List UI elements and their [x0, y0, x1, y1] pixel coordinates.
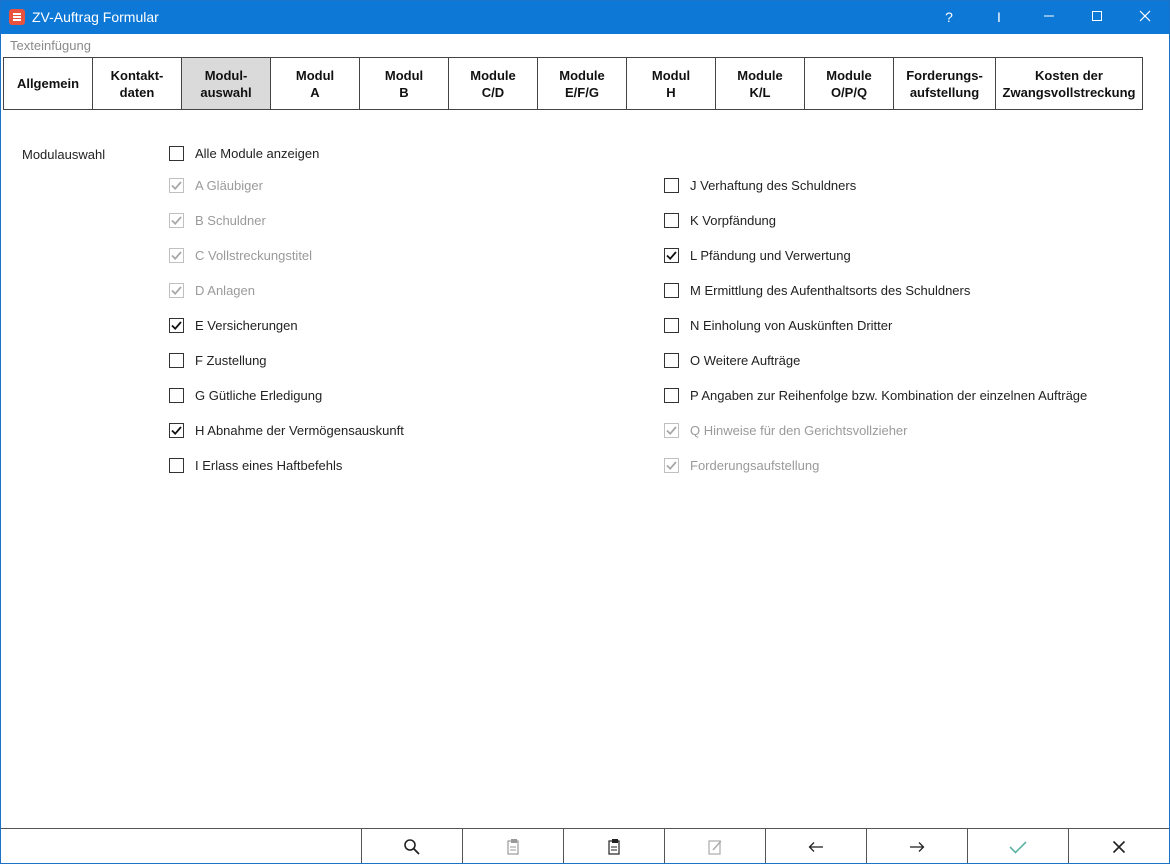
- bottom-toolbar: [1, 828, 1169, 864]
- checkbox-box[interactable]: [169, 318, 184, 333]
- search-icon: [403, 838, 421, 856]
- edit-document-disabled-icon: [707, 838, 723, 856]
- cancel-button[interactable]: [1068, 829, 1169, 864]
- checkbox-box: [664, 423, 679, 438]
- window-title: ZV-Auftrag Formular: [32, 9, 159, 25]
- checkbox-box[interactable]: [169, 146, 184, 161]
- module-checkbox: [169, 281, 255, 299]
- maximize-icon: [1091, 10, 1103, 22]
- arrow-left-icon: [808, 841, 824, 853]
- module-checkbox[interactable]: [664, 211, 776, 229]
- checkmark-icon: [171, 250, 182, 261]
- tab-module-efg[interactable]: Module E/F/G: [537, 57, 627, 110]
- module-checkbox[interactable]: [664, 281, 970, 299]
- tab-modul-a[interactable]: Modul A: [270, 57, 360, 110]
- checkbox-label: C Vollstreckungstitel: [195, 247, 313, 263]
- module-checkbox[interactable]: [664, 316, 892, 334]
- title-bar: [1, 1, 1169, 34]
- checkbox-box[interactable]: [169, 353, 184, 368]
- checkbox-box[interactable]: [664, 353, 679, 368]
- checkbox-label: H Abnahme der Vermögensauskunft: [195, 422, 404, 438]
- module-checkbox[interactable]: [169, 316, 298, 334]
- minimize-icon: [1043, 10, 1055, 22]
- maximize-button[interactable]: [1074, 1, 1120, 34]
- module-checkbox[interactable]: [169, 351, 267, 369]
- checkbox-box[interactable]: [664, 178, 679, 193]
- edit-document-disabled-button[interactable]: [664, 829, 765, 864]
- checkbox-label: B Schuldner: [195, 212, 266, 228]
- checkbox-box[interactable]: [664, 283, 679, 298]
- tab-modulauswahl[interactable]: Modul- auswahl: [181, 57, 271, 110]
- module-checkbox[interactable]: [664, 351, 800, 369]
- tab-module-kl[interactable]: Module K/L: [715, 57, 805, 110]
- checkbox-label: K Vorpfändung: [690, 212, 777, 228]
- document-disabled-icon: [505, 838, 521, 856]
- checkbox-label: I Erlass eines Haftbefehls: [195, 457, 343, 473]
- module-checkbox: [169, 211, 266, 229]
- tab-bar: [3, 57, 1142, 110]
- checkbox-label: O Weitere Aufträge: [690, 352, 801, 368]
- module-checkbox: [664, 421, 907, 439]
- checkbox-box[interactable]: [169, 388, 184, 403]
- tab-modul-h[interactable]: Modul H: [626, 57, 716, 110]
- checkbox-label: P Angaben zur Reihenfolge bzw. Kombination der einzelnen Aufträge: [690, 387, 1088, 403]
- document-button[interactable]: [563, 829, 664, 864]
- checkbox-label: L Pfändung und Verwertung: [690, 247, 851, 263]
- close-window-icon: [1139, 10, 1151, 22]
- search-button[interactable]: [361, 829, 462, 864]
- checkbox-label: Q Hinweise für den Gerichtsvollzieher: [690, 422, 908, 438]
- checkmark-icon: [666, 425, 677, 436]
- close-window-button[interactable]: [1122, 1, 1168, 34]
- document-icon: [606, 838, 622, 856]
- module-checkbox[interactable]: [169, 386, 322, 404]
- checkmark-icon: [666, 250, 677, 261]
- checkbox-box: [169, 283, 184, 298]
- checkmark-icon: [171, 180, 182, 191]
- module-checkbox[interactable]: [664, 246, 851, 264]
- checkbox-label: F Zustellung: [195, 352, 267, 368]
- checkbox-box[interactable]: [664, 388, 679, 403]
- document-disabled-button[interactable]: [462, 829, 563, 864]
- menu-texteinfuegung[interactable]: Texteinfügung: [10, 38, 91, 53]
- checkbox-box[interactable]: [664, 248, 679, 263]
- module-checkbox: [169, 176, 263, 194]
- checkbox-box[interactable]: [169, 458, 184, 473]
- module-checkbox[interactable]: [169, 456, 342, 474]
- checkbox-label: D Anlagen: [195, 282, 255, 298]
- module-checkbox[interactable]: [664, 176, 856, 194]
- tab-modul-b[interactable]: Modul B: [359, 57, 449, 110]
- text-cursor-button[interactable]: I: [997, 9, 1001, 25]
- ok-button[interactable]: [967, 829, 1068, 864]
- help-button[interactable]: ?: [945, 9, 953, 25]
- close-icon: [1112, 840, 1126, 854]
- app-form-icon: [9, 9, 25, 25]
- modulauswahl-label: Modulauswahl: [22, 147, 106, 162]
- checkbox-label: J Verhaftung des Schuldners: [690, 177, 857, 193]
- check-icon: [1008, 839, 1028, 855]
- module-checkbox[interactable]: [169, 421, 404, 439]
- tab-module-opq[interactable]: Module O/P/Q: [804, 57, 894, 110]
- checkbox-label: E Versicherungen: [195, 317, 298, 333]
- previous-button[interactable]: [765, 829, 866, 864]
- checkbox-label: Forderungsaufstellung: [690, 457, 820, 473]
- checkbox-box[interactable]: [664, 213, 679, 228]
- module-checkbox: [664, 456, 819, 474]
- module-checkbox[interactable]: [664, 386, 1087, 404]
- checkmark-icon: [171, 285, 182, 296]
- checkbox-label: Alle Module anzeigen: [195, 145, 320, 161]
- checkbox-label: A Gläubiger: [195, 177, 263, 193]
- checkmark-icon: [171, 425, 182, 436]
- tab-module-cd[interactable]: Module C/D: [448, 57, 538, 110]
- checkbox-box: [664, 458, 679, 473]
- checkbox-box: [169, 178, 184, 193]
- next-button[interactable]: [866, 829, 967, 864]
- checkmark-icon: [666, 460, 677, 471]
- checkbox-box[interactable]: [664, 318, 679, 333]
- checkbox-box: [169, 248, 184, 263]
- tab-forderungsaufstellung[interactable]: Forderungs- aufstellung: [893, 57, 996, 110]
- minimize-button[interactable]: [1026, 1, 1072, 34]
- show-all-modules-checkbox[interactable]: [169, 144, 319, 162]
- checkbox-box[interactable]: [169, 423, 184, 438]
- checkbox-label: G Gütliche Erledigung: [195, 387, 323, 403]
- tab-allgemein[interactable]: Allgemein: [3, 57, 93, 110]
- checkbox-box: [169, 213, 184, 228]
- checkmark-icon: [171, 320, 182, 331]
- checkmark-icon: [171, 215, 182, 226]
- arrow-right-icon: [909, 841, 925, 853]
- tab-kontaktdaten[interactable]: Kontakt- daten: [92, 57, 182, 110]
- checkbox-label: N Einholung von Auskünften Dritter: [690, 317, 893, 333]
- module-checkbox: [169, 246, 312, 264]
- checkbox-label: M Ermittlung des Aufenthaltsorts des Schuldners: [690, 282, 971, 298]
- tab-kosten-zwangsvollstreckung[interactable]: Kosten der Zwangsvollstreckung: [995, 57, 1143, 110]
